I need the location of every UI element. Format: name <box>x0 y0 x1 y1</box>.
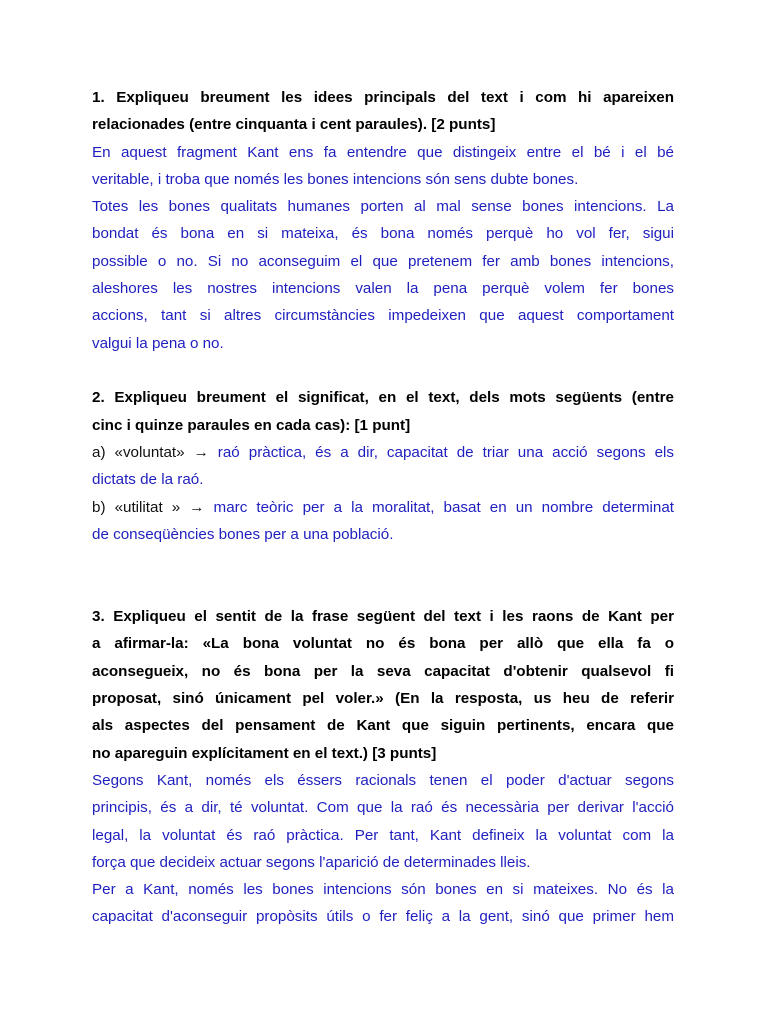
spacer <box>92 548 674 603</box>
question-1-line: relacionades (entre cinquanta i cent paraules). [2 punts] <box>92 116 496 134</box>
definition-voluntat <box>92 439 674 494</box>
question-3-line: als aspectes del pensament de Kant que siguin pertinents, encara que <box>92 717 674 735</box>
answer-1-line: aleshores les nostres intencions valen la pena perquè volem fer bones <box>92 280 674 298</box>
answer-1-paragraph-1 <box>92 139 674 194</box>
term-label: a) «voluntat» → <box>92 443 209 461</box>
question-1-line: 1. Expliqueu breument les idees principals del text i com hi apareixen <box>92 89 674 106</box>
answer-3-paragraph-1 <box>92 767 674 876</box>
question-3-line: a afirmar-la: «La bona voluntat no és bona per allò que ella fa o <box>92 635 674 653</box>
definition-text: marc teòric per a la moralitat, basat en un nombre determinat <box>204 498 675 516</box>
answer-1-line: bondat és bona en si mateixa, és bona només perquè ho vol fer, sigui <box>92 225 674 243</box>
question-3-line: no apareguin explícitament en el text.) [3 punts] <box>92 744 437 762</box>
question-3 <box>92 603 674 767</box>
answer-3-line: capacitat d'aconseguir propòsits útils o fer feliç a la gent, sinó que primer hem <box>92 908 674 926</box>
answer-3-paragraph-2 <box>92 876 674 931</box>
definition-utilitat <box>92 494 674 549</box>
definition-line <box>92 494 674 521</box>
answer-3-line: Segons Kant, només els éssers racionals tenen el poder d'actuar segons <box>92 771 674 789</box>
answer-3-line: Per a Kant, només les bones intencions són bones en si mateixes. No és la <box>92 881 674 899</box>
document-page <box>92 84 674 931</box>
question-2 <box>92 384 674 439</box>
answer-3-line: força que decideix actuar segons l'aparició de determinades lleis. <box>92 853 531 871</box>
definition-line: de conseqüències bones per a una població. <box>92 525 394 543</box>
answer-1-line: veritable, i troba que només les bones intencions són sens dubte bones. <box>92 170 579 188</box>
question-3-line: proposat, sinó únicament pel voler.» (En la resposta, us heu de referir <box>92 690 674 708</box>
answer-3-line: principis, és a dir, té voluntat. Com que la raó és necessària per derivar l'acció <box>92 799 674 817</box>
question-2-line: cinc i quinze paraules en cada cas): [1 punt] <box>92 416 411 434</box>
question-1 <box>92 84 674 139</box>
spacer <box>92 357 674 384</box>
answer-3-line: legal, la voluntat és raó pràctica. Per tant, Kant defineix la voluntat com la <box>92 826 674 844</box>
question-3-line: 3. Expliqueu el sentit de la frase següent del text i les raons de Kant per <box>92 608 674 626</box>
answer-1-line: En aquest fragment Kant ens fa entendre que distingeix entre el bé i el bé <box>92 143 674 161</box>
term-label: b) «utilitat » → <box>92 498 205 516</box>
answer-1-line: possible o no. Si no aconseguim el que pretenem fer amb bones intencions, <box>92 252 674 270</box>
definition-text: raó pràctica, és a dir, capacitat de triar una acció segons els <box>208 443 675 461</box>
answer-1-paragraph-2 <box>92 193 674 357</box>
answer-1-line: accions, tant si altres circumstàncies impedeixen que aquest comportament <box>92 307 674 325</box>
question-3-line: aconsegueix, no és bona per la seva capacitat d'obtenir qualsevol fi <box>92 662 674 680</box>
definition-line: dictats de la raó. <box>92 471 204 489</box>
answer-1-line: valgui la pena o no. <box>92 334 224 352</box>
question-2-line: 2. Expliqueu breument el significat, en el text, dels mots següents (entre <box>92 389 674 407</box>
definition-line <box>92 439 674 466</box>
answer-1-line: Totes les bones qualitats humanes porten al mal sense bones intencions. La <box>92 198 674 216</box>
